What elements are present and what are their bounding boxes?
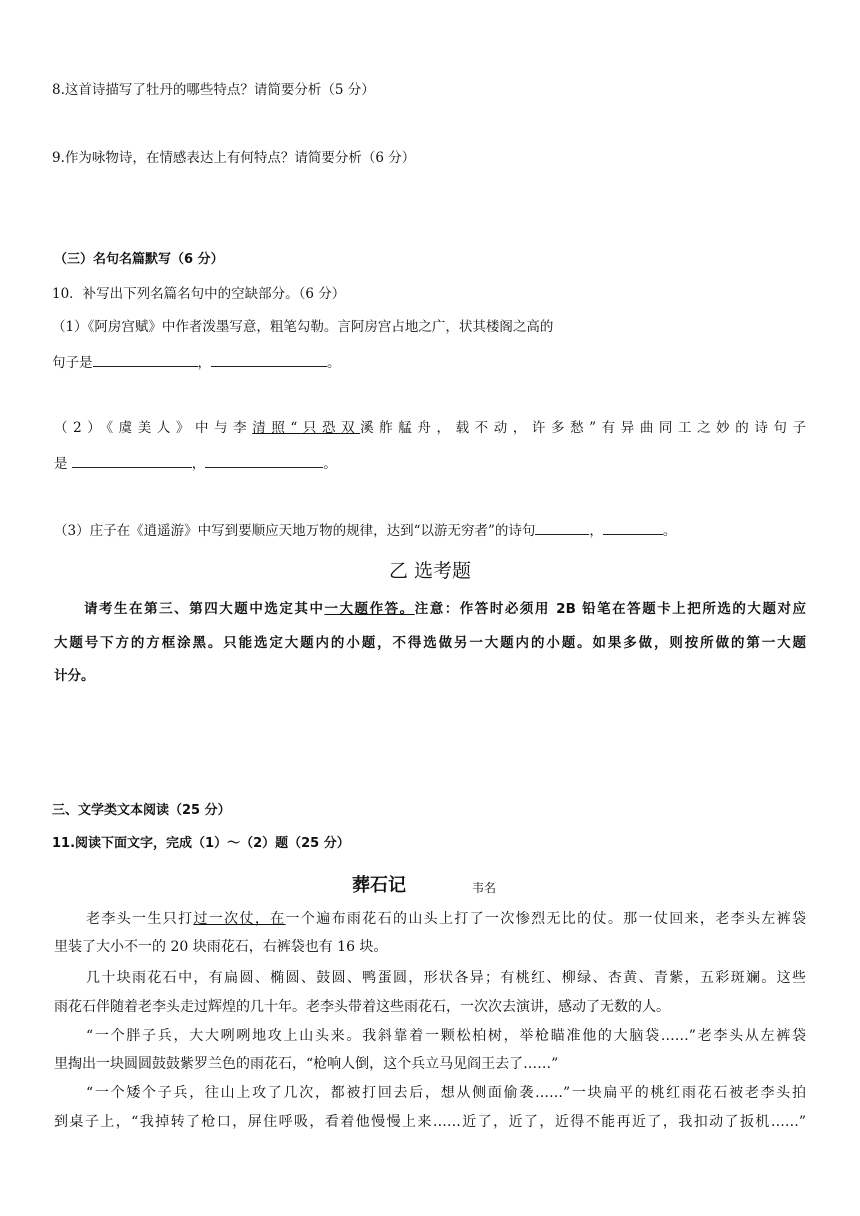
paragraph-3-line-1: “一个胖子兵，大大咧咧地攻上山头来。我斜靠着一颗松柏树，举枪瞄准他的大脑袋……”老李头从左裤袋 xyxy=(86,1028,806,1044)
answer-separator: ， xyxy=(191,456,206,472)
question-9: 9.作为咏物诗，在情感表达上有何特点？请简要分析（6 分） xyxy=(52,150,416,166)
answer-blank[interactable] xyxy=(535,520,589,535)
answer-separator: ， xyxy=(589,523,603,539)
question-10-1-text: （1）《阿房宫赋》中作者泼墨写意，粗笔勾勒。言阿房宫占地之广，状其楼阁之高的 xyxy=(52,319,554,335)
text-fragment: 老李头一生只打 xyxy=(86,911,194,927)
instructions-line-3: 计分。 xyxy=(54,668,95,684)
answer-blank[interactable] xyxy=(211,352,327,367)
instructions-line-1 xyxy=(84,599,806,619)
text-fragment: 请考生在第三、第四大题中选定其中 xyxy=(84,601,325,617)
answer-separator: ， xyxy=(197,355,211,371)
story-title: 葬石记 xyxy=(352,875,406,896)
answer-prefix: 是 xyxy=(54,456,68,472)
answer-blank[interactable] xyxy=(72,453,192,468)
underlined-text: 一大题作答。 xyxy=(324,601,415,617)
answer-blank[interactable] xyxy=(205,453,323,468)
question-11: 11.阅读下面文字，完成（1）～（2）题（25 分） xyxy=(52,836,350,851)
question-8: 8.这首诗描写了牡丹的哪些特点？请简要分析（5 分） xyxy=(52,82,375,98)
paragraph-2-line-2: 雨花石伴随着老李头走过辉煌的几十年。老李头带着这些雨花石，一次次去演讲，感动了无数的人。 xyxy=(54,999,670,1015)
question-10-1-answer-line xyxy=(52,352,341,373)
underlined-text: 过一次仗，在 xyxy=(193,911,286,927)
underlined-text: 清照“只恐双 xyxy=(252,420,361,436)
paragraph-4-line-2: 到桌子上，“我掉转了枪口，屏住呼吸，看着他慢慢上来……近了，近了，近得不能再近了，我扣动了扳机……” xyxy=(54,1114,806,1130)
question-10-3-line xyxy=(54,520,676,541)
question-10-2-answer-line xyxy=(54,453,337,474)
answer-end: 。 xyxy=(323,456,337,472)
answer-end: 。 xyxy=(662,523,677,539)
answer-prefix: 句子是 xyxy=(52,355,93,371)
part-b-title: 乙 选考题 xyxy=(388,560,472,582)
question-10-3-text: （3）庄子在《逍遥游》中写到要顺应天地万物的规律，达到“以游无穷者”的诗句 xyxy=(54,523,536,539)
question-10: 10．补写出下列名篇名句中的空缺部分。（6 分） xyxy=(52,286,346,302)
answer-end: 。 xyxy=(327,355,341,371)
paragraph-1-line-2: 里装了大小不一的 20 块雨花石，右裤袋也有 16 块。 xyxy=(54,939,388,955)
paragraph-1-line-1 xyxy=(86,909,806,929)
section-title-literature: 三、文学类文本阅读（25 分） xyxy=(52,803,231,818)
text-fragment: 溪舴艋舟，载不动，许多愁”有异曲同工之妙的诗句子 xyxy=(360,420,806,436)
answer-blank[interactable] xyxy=(93,352,198,367)
text-fragment: 注意：作答时必须用 2B 铅笔在答题卡上把所选的大题对应 xyxy=(414,601,807,617)
text-fragment: （2）《虞美人》中与李 xyxy=(54,420,253,436)
paragraph-4-line-1: “一个矮个子兵，往山上攻了几次，都被打回去后，想从侧面偷袭……”一块扁平的桃红雨花石被老李头拍 xyxy=(86,1085,806,1101)
answer-blank[interactable] xyxy=(603,520,663,535)
instructions-line-2: 大题号下方的方框涂黑。只能选定大题内的小题，不得选做另一大题内的小题。如果多做，则按所做的第一大题 xyxy=(54,635,806,651)
text-fragment: 一个遍布雨花石的山头上打了一次惨烈无比的仗。那一仗回来，老李头左裤袋 xyxy=(285,911,807,927)
paragraph-3-line-2: 里掏出一块圆圆鼓鼓紫罗兰色的雨花石，“枪响人倒，这个兵立马见阎王去了……” xyxy=(54,1056,559,1072)
story-author: 韦名 xyxy=(472,881,497,895)
paragraph-2-line-1: 几十块雨花石中，有扁圆、椭圆、鼓圆、鸭蛋圆，形状各异；有桃红、柳绿、杏黄、青紫，五彩斑斓。这些 xyxy=(86,970,806,986)
question-10-2-text xyxy=(54,418,806,438)
section-title-memorization: （三）名句名篇默写（6 分） xyxy=(54,252,224,267)
